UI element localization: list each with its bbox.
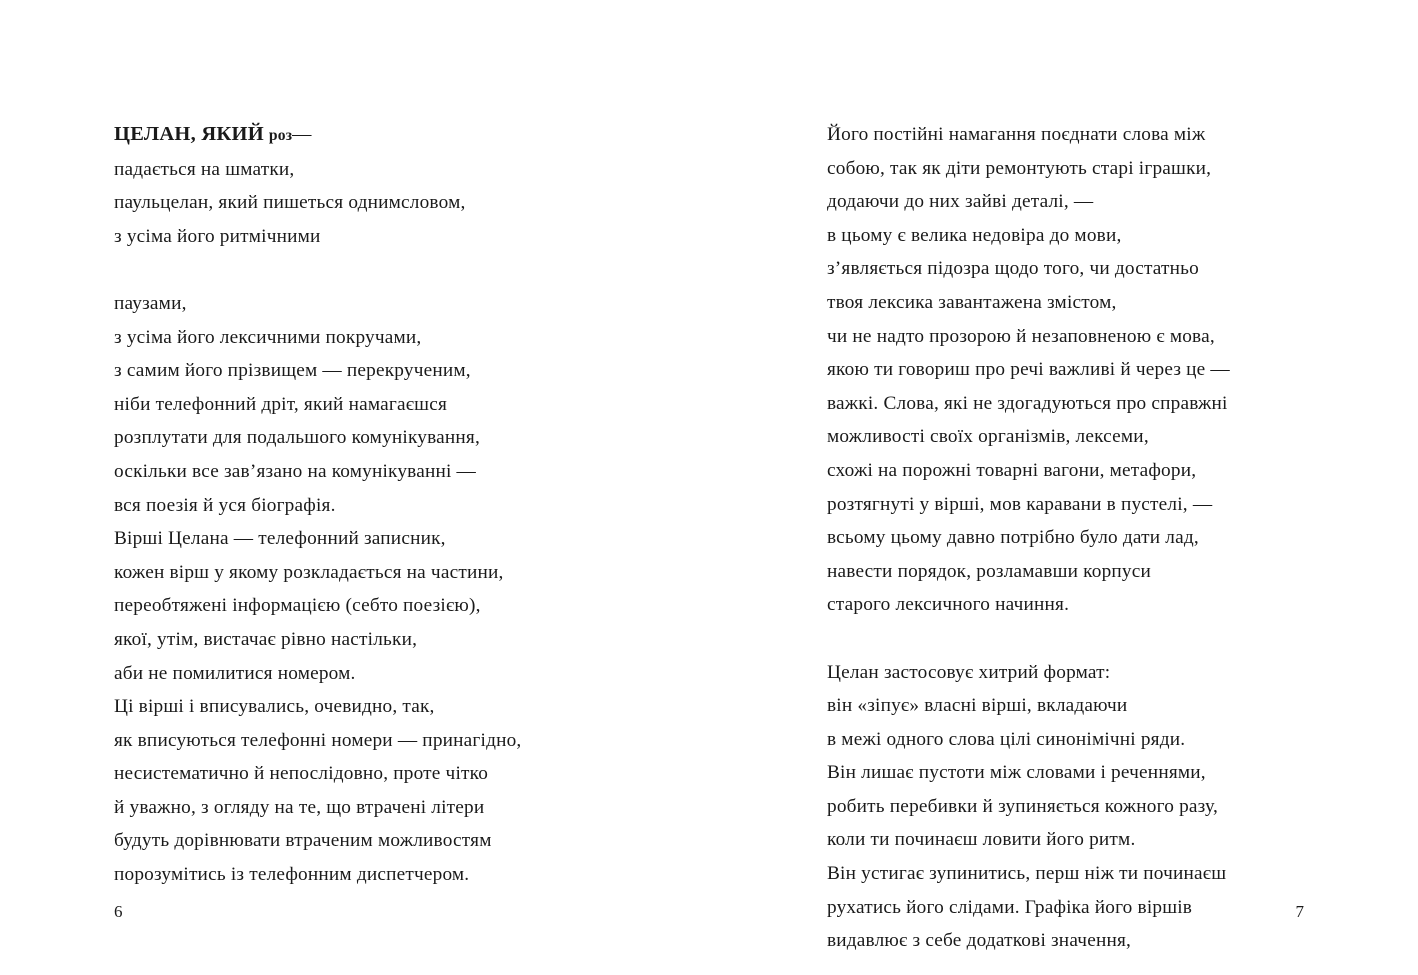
poem-line: переобтяжені інформацією (себто поезією), [114, 595, 481, 617]
poem-line: з самим його прізвищем — перекрученим, [114, 360, 471, 382]
poem-column-left [114, 118, 594, 892]
poem-line: схожі на порожні товарні вагони, метафори, [827, 459, 1197, 481]
poem-line: Він лишає пустоти між словами і реченнями, [827, 762, 1206, 784]
poem-line: як вписуються телефонні номери — принагідно, [114, 729, 522, 751]
poem-line: з усіма його ритмічними [114, 225, 321, 247]
poem-line: додаючи до них зайві деталі, — [827, 191, 1094, 213]
poem-line: паульцелан, який пишеться однимсловом, [114, 192, 466, 214]
stanza [827, 656, 1307, 958]
poem-title-small: роз [268, 127, 293, 144]
poem-line: навести порядок, розламавши корпуси [827, 560, 1152, 582]
poem-line: якою ти говориш про речі важливі й через це — [827, 359, 1230, 381]
poem-column-right [827, 118, 1307, 958]
poem-line: ніби телефонний дріт, який намагаєшся [114, 393, 448, 415]
poem-line: всьому цьому давно потрібно було дати лад, [827, 527, 1199, 549]
poem-title-dash: — [292, 124, 312, 145]
poem-line: видавлює з себе додаткові значення, [827, 930, 1132, 952]
poem-line: падається на шматки, [114, 158, 295, 180]
poem-line: з’являється підозра щодо того, чи достатньо [827, 258, 1199, 280]
poem-line: можливості своїх організмів, лексеми, [827, 426, 1149, 448]
poem-line: й уважно, з огляду на те, що втрачені літери [114, 796, 485, 818]
page-right [709, 0, 1418, 975]
poem-line: аби не помилитися номером. [114, 662, 356, 684]
poem-line: рухатись його слідами. Графіка його віршів [827, 896, 1193, 918]
poem-line: будуть дорівнювати втраченим можливостям [114, 830, 492, 852]
poem-line: якої, утім, вистачає рівно настільки, [114, 628, 418, 650]
poem-line: собою, так як діти ремонтують старі іграшки, [827, 157, 1212, 179]
poem-line: Вірші Целана — телефонний записник, [114, 528, 446, 550]
poem-line: чи не надто прозорою й незаповненою є мова, [827, 325, 1215, 347]
poem-line: він «зіпує» власні вірші, вкладаючи [827, 695, 1128, 717]
poem-line: несистематично й непослідовно, проте чітко [114, 763, 489, 785]
poem-line: важкі. Слова, які не здогадуються про справжні [827, 392, 1228, 414]
poem-title-caps: ЦЕЛАН, ЯКИЙ [114, 123, 264, 145]
poem-line: паузами, [114, 292, 187, 314]
poem-line: кожен вірш у якому розкладається на частини, [114, 561, 504, 583]
poem-line: твоя лексика завантажена змістом, [827, 291, 1117, 313]
poem-line: оскільки все зав’язано на комунікуванні — [114, 460, 477, 482]
poem-line: вся поезія й уся біографія. [114, 494, 336, 516]
poem-line: старого лексичного начиння. [827, 594, 1070, 616]
page-number-right: 7 [1295, 902, 1304, 921]
poem-line: з усіма його лексичними покручами, [114, 326, 422, 348]
poem-line: Целан застосовує хитрий формат: [827, 661, 1111, 683]
poem-line-heading [114, 118, 594, 153]
stanza [114, 287, 594, 892]
poem-line: в межі одного слова цілі синонімічні ряди. [827, 728, 1186, 750]
poem-line: Ці вірші і вписувались, очевидно, так, [114, 696, 435, 718]
stanza [827, 118, 1307, 622]
poem-line: коли ти починаєш ловити його ритм. [827, 829, 1136, 851]
poem-line: Він устигає зупинитись, перш ніж ти починаєш [827, 863, 1227, 885]
poem-line: Його постійні намагання поєднати слова між [827, 124, 1206, 145]
poem-line: в цьому є велика недовіра до мови, [827, 224, 1122, 246]
poem-line: робить перебивки й зупиняється кожного разу, [827, 795, 1218, 817]
poem-line: порозумітись із телефонним диспетчером. [114, 864, 470, 886]
page-number-left: 6 [114, 902, 123, 921]
stanza [114, 118, 594, 253]
poem-line: розтягнуті у вірші, мов каравани в пустелі, — [827, 493, 1213, 515]
poem-line: розплутати для подальшого комунікування, [114, 427, 480, 449]
